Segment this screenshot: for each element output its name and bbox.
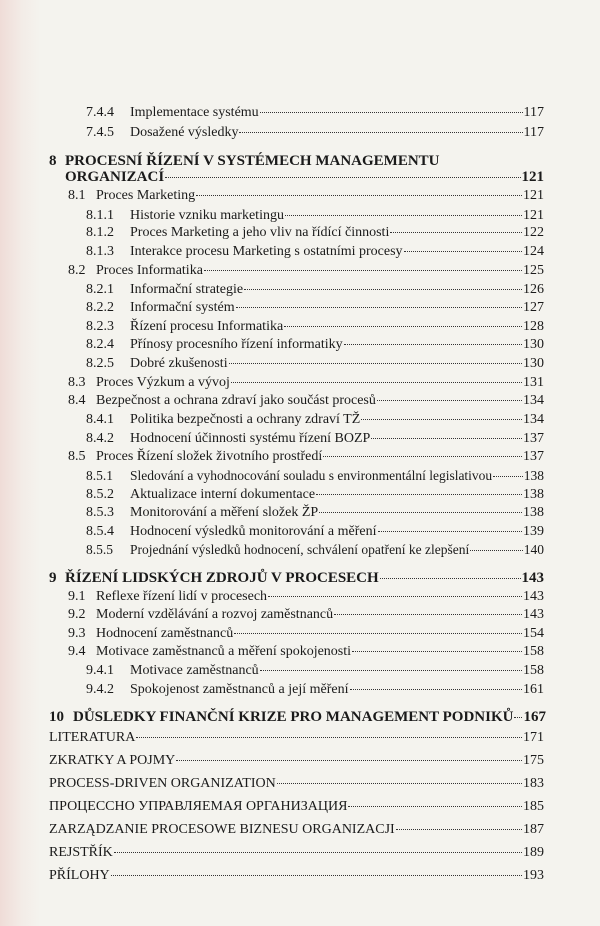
toc-number: 8.5.4 — [86, 524, 114, 539]
toc-title: Interakce procesu Marketing s ostatními procesy — [130, 244, 403, 259]
toc-title: DŮSLEDKY FINANČNÍ KRIZE PRO MANAGEMENT PODNIKŮ — [73, 709, 514, 725]
toc-entry — [68, 264, 544, 278]
toc-page-number: 143 — [523, 607, 544, 622]
toc-entry — [49, 869, 544, 883]
toc-chapter-entry — [49, 710, 544, 725]
toc-title: Proces Informatika — [96, 263, 203, 278]
toc-number: 8.4.2 — [86, 431, 114, 446]
toc-title: Motivace zaměstnanců — [130, 663, 259, 678]
toc-page-number: 121 — [521, 169, 544, 185]
toc-number: 8.2.4 — [86, 337, 114, 352]
toc-page-number: 130 — [523, 356, 544, 371]
toc-entry — [49, 823, 544, 837]
toc-number: 8.5.2 — [86, 487, 114, 502]
toc-entry — [86, 245, 544, 259]
toc-entry — [68, 608, 544, 622]
toc-entry — [49, 846, 544, 860]
toc-entry — [86, 301, 544, 315]
toc-entry — [68, 590, 544, 604]
toc-entry — [68, 645, 544, 659]
toc-leader-dots — [378, 531, 523, 532]
toc-entry — [68, 627, 544, 641]
toc-leader-dots — [344, 344, 522, 345]
toc-title: REJSTŘÍK — [49, 845, 113, 860]
toc-page-number: 154 — [523, 626, 544, 641]
toc-leader-dots — [136, 737, 522, 738]
toc-title: Politika bezpečnosti a ochrany zdraví TŽ — [130, 412, 361, 427]
toc-entry — [86, 413, 544, 427]
toc-page-number: 127 — [523, 300, 544, 315]
toc-title: Proces Řízení složek životního prostředí — [96, 449, 323, 464]
toc-entry — [86, 432, 544, 446]
toc-leader-dots — [334, 614, 522, 615]
toc-leader-dots — [316, 494, 522, 495]
toc-page-number: 122 — [523, 225, 544, 240]
toc-page-number: 125 — [523, 263, 544, 278]
toc-leader-dots — [196, 195, 522, 196]
toc-number: 7.4.5 — [86, 125, 114, 140]
toc-number: 8.1.1 — [86, 208, 114, 223]
toc-title: Aktualizace interní dokumentace — [130, 487, 316, 502]
toc-title: Hodnocení výsledků monitorování a měření — [130, 524, 377, 539]
toc-number: 7.4.4 — [86, 105, 114, 120]
toc-page-number: 161 — [523, 682, 544, 697]
toc-number: 8.2.1 — [86, 282, 114, 297]
toc-page-number: 134 — [523, 393, 544, 408]
toc-title: Proces Marketing — [96, 188, 196, 203]
toc-page-number: 117 — [523, 105, 544, 120]
toc-number: 8 — [49, 153, 57, 169]
toc-entry — [86, 126, 544, 140]
toc-leader-dots — [390, 232, 522, 233]
toc-leader-dots — [493, 476, 523, 477]
toc-leader-dots — [165, 177, 520, 178]
toc-entry — [65, 170, 544, 185]
toc-leader-dots — [350, 689, 523, 690]
toc-entry — [86, 488, 544, 502]
toc-leader-dots — [176, 760, 522, 761]
toc-leader-dots — [377, 400, 522, 401]
toc-page-number: 137 — [523, 431, 544, 446]
toc-number: 8.1.2 — [86, 225, 114, 240]
toc-title: Bezpečnost a ochrana zdraví jako součást procesů — [96, 393, 376, 408]
toc-page-number: 143 — [523, 589, 544, 604]
toc-page-number: 143 — [521, 570, 544, 586]
toc-page-number: 171 — [523, 730, 544, 745]
toc-leader-dots — [236, 307, 522, 308]
toc-title: Moderní vzdělávání a rozvoj zaměstnanců — [96, 607, 334, 622]
toc-entry — [86, 226, 544, 240]
toc-leader-dots — [348, 806, 522, 807]
toc-leader-dots — [268, 596, 522, 597]
toc-page-number: 175 — [523, 753, 544, 768]
toc-page-number: 117 — [523, 125, 544, 140]
toc-entry — [86, 543, 544, 557]
toc-number: 8.5.5 — [86, 542, 113, 557]
toc-entry — [68, 189, 544, 203]
toc-page-number: 124 — [523, 244, 544, 259]
toc-leader-dots — [239, 132, 522, 133]
toc-title: Proces Výzkum a vývoj — [96, 375, 230, 390]
toc-number: 8.4.1 — [86, 412, 114, 427]
toc-title: Implementace systému — [130, 105, 259, 120]
toc-title: ORGANIZACÍ — [65, 169, 165, 185]
toc-number: 8.2.5 — [86, 356, 114, 371]
toc-number: 9.4 — [68, 644, 86, 659]
toc-title: Spokojenost zaměstnanců a její měření — [130, 682, 349, 697]
toc-chapter-entry — [49, 571, 544, 586]
toc-leader-dots — [404, 251, 522, 252]
toc-leader-dots — [231, 382, 522, 383]
toc-number: 8.5.3 — [86, 505, 114, 520]
toc-entry — [86, 506, 544, 520]
toc-title: Řízení procesu Informatika — [130, 319, 284, 334]
toc-leader-dots — [380, 578, 521, 579]
toc-title: Dobré zkušenosti — [130, 356, 228, 371]
toc-entry — [86, 320, 544, 334]
toc-number: 8.2 — [68, 263, 86, 278]
toc-number: 8.5.1 — [86, 468, 113, 483]
toc-entry — [68, 450, 544, 464]
toc-leader-dots — [234, 633, 522, 634]
toc-page-number: 158 — [523, 663, 544, 678]
toc-title: Informační strategie — [130, 282, 244, 297]
toc-page-number: 137 — [523, 449, 544, 464]
toc-page-number: 121 — [523, 188, 544, 203]
toc-title: Sledování a vyhodnocování souladu s environmentální legislativou — [130, 468, 493, 483]
toc-leader-dots — [111, 875, 522, 876]
toc-leader-dots — [361, 419, 522, 420]
toc-leader-dots — [470, 550, 522, 551]
toc-number: 10 — [49, 709, 64, 725]
toc-page-number: 193 — [523, 868, 544, 883]
toc-number: 8.3 — [68, 375, 86, 390]
toc-page-number: 138 — [523, 487, 544, 502]
toc-title: Projednání výsledků hodnocení, schválení opatření ke zlepšení — [130, 542, 470, 557]
toc-leader-dots — [323, 456, 522, 457]
toc-entry — [86, 209, 544, 223]
toc-title: PROCESS-DRIVEN ORGANIZATION — [49, 776, 276, 791]
toc-title: Reflexe řízení lidí v procesech — [96, 589, 268, 604]
toc-entry — [68, 394, 544, 408]
toc-number: 9.4.1 — [86, 663, 114, 678]
toc-leader-dots — [514, 717, 522, 718]
toc-page-number: 158 — [523, 644, 544, 659]
toc-number: 8.5 — [68, 449, 86, 464]
toc-title: ZARZĄDZANIE PROCESOWE BIZNESU ORGANIZACJI — [49, 822, 395, 837]
toc-page-number: 167 — [523, 709, 546, 725]
toc-leader-dots — [229, 363, 522, 364]
toc-page-number: 189 — [523, 845, 544, 860]
toc-title: Informační systém — [130, 300, 235, 315]
toc-title: Motivace zaměstnanců a měření spokojenosti — [96, 644, 352, 659]
toc-title: ZKRATKY A POJMY — [49, 753, 176, 768]
toc-number: 8.2.3 — [86, 319, 114, 334]
toc-page-number: 138 — [523, 505, 544, 520]
toc-number: 9.1 — [68, 589, 86, 604]
toc-entry — [49, 754, 544, 768]
toc-number: 9.2 — [68, 607, 86, 622]
toc-entry — [86, 683, 544, 697]
toc-title: Proces Marketing a jeho vliv na řídící činnosti — [130, 225, 390, 240]
toc-page-number: 128 — [523, 319, 544, 334]
toc-title: Historie vzniku marketingu — [130, 208, 284, 223]
toc-page-number: 126 — [523, 282, 544, 297]
toc-chapter-heading — [49, 154, 440, 169]
toc-number: 8.1.3 — [86, 244, 114, 259]
toc-title: Monitorování a měření složek ŽP — [130, 505, 319, 520]
toc-number: 9 — [49, 570, 57, 586]
toc-page-number: 185 — [523, 799, 544, 814]
toc-leader-dots — [260, 670, 522, 671]
toc-number: 8.4 — [68, 393, 86, 408]
toc-title: Přínosy procesního řízení informatiky — [130, 337, 343, 352]
toc-entry — [86, 525, 544, 539]
toc-leader-dots — [285, 215, 522, 216]
toc-page-number: 183 — [523, 776, 544, 791]
toc-entry — [86, 106, 544, 120]
toc-number: 9.4.2 — [86, 682, 114, 697]
toc-page-number: 130 — [523, 337, 544, 352]
toc-leader-dots — [260, 112, 523, 113]
toc-entry — [86, 664, 544, 678]
toc-leader-dots — [371, 438, 522, 439]
toc-title: PŘÍLOHY — [49, 868, 110, 883]
toc-entry — [49, 800, 544, 814]
toc-entry — [86, 469, 544, 483]
toc-entry — [49, 731, 544, 745]
toc-page-number: 187 — [523, 822, 544, 837]
toc-leader-dots — [244, 289, 522, 290]
toc-page-number: 139 — [523, 524, 544, 539]
toc-title: Hodnocení účinnosti systému řízení BOZP — [130, 431, 371, 446]
toc-entry — [49, 777, 544, 791]
toc-entry — [86, 357, 544, 371]
toc-leader-dots — [277, 783, 522, 784]
toc-leader-dots — [352, 651, 522, 652]
toc-leader-dots — [284, 326, 522, 327]
toc-entry — [86, 283, 544, 297]
toc-leader-dots — [204, 270, 522, 271]
toc-page-number: 140 — [523, 542, 544, 557]
toc-title: Hodnocení zaměstnanců — [96, 626, 234, 641]
toc-leader-dots — [114, 852, 522, 853]
toc-page-number: 138 — [523, 468, 544, 483]
toc-page-number: 121 — [523, 208, 544, 223]
toc-number: 9.3 — [68, 626, 86, 641]
toc-number: 8.2.2 — [86, 300, 114, 315]
toc-leader-dots — [396, 829, 522, 830]
toc-entry — [68, 376, 544, 390]
toc-page-number: 134 — [523, 412, 544, 427]
toc-title: ПРОЦЕССНО УПРАВЛЯЕМАЯ ОРГАНИЗАЦИЯ — [49, 799, 348, 814]
toc-entry — [86, 338, 544, 352]
toc-title: ŘÍZENÍ LIDSKÝCH ZDROJŮ V PROCESECH — [65, 570, 379, 586]
toc-page-number: 131 — [523, 375, 544, 390]
toc-number: 8.1 — [68, 188, 86, 203]
toc-title: Dosažené výsledky — [130, 125, 239, 140]
toc-leader-dots — [319, 512, 522, 513]
toc-title: LITERATURA — [49, 730, 136, 745]
toc-title-line: PROCESNÍ ŘÍZENÍ V SYSTÉMECH MANAGEMENTU — [65, 153, 440, 169]
